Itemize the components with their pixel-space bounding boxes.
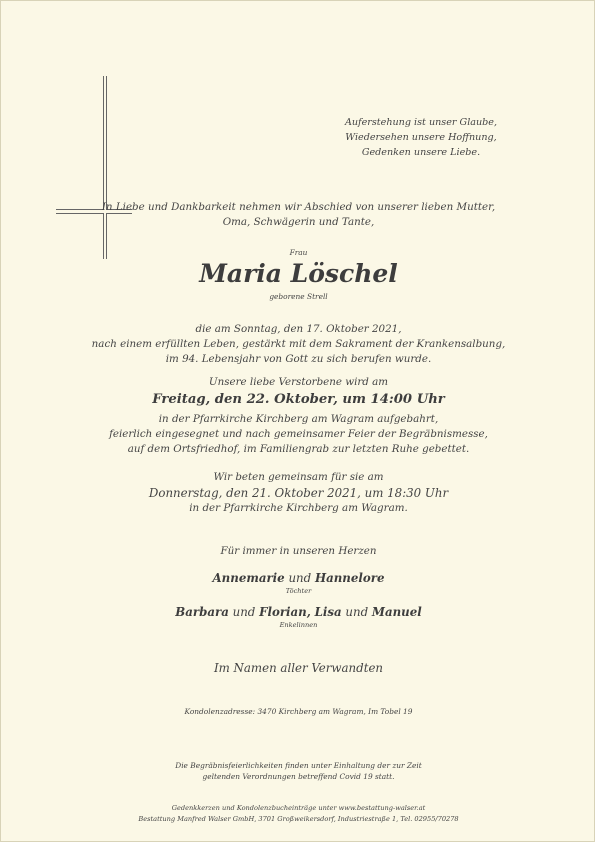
death-notice: die am Sonntag, den 17. Oktober 2021, nach einem erfüllten Leben, gestärkt mit dem Sakrament der Krankensalbung, im 94. Lebensjahr von Gott zu sich berufen wurde.	[91, 323, 506, 365]
funeral-date: Freitag, den 22. Oktober, um 14:00 Uhr	[152, 392, 445, 407]
deceased-name: Maria Löschel	[199, 259, 398, 288]
condolence-address: Kondolenzadresse: 3470 Kirchberg am Wagram, Im Tobel 19	[184, 707, 413, 716]
grandchildren: Barbara und Florian, Lisa und Manuel	[175, 605, 422, 619]
covid-note: Die Begräbnisfeierlichkeiten finden unter Einhaltung der zur Zeit geltenden Verordnungen betreffend Covid 19 statt.	[175, 761, 422, 781]
intro-text: In Liebe und Dankbarkeit nehmen wir Abschied von unserer lieben Mutter, Oma, Schwägerin und Tante,	[101, 201, 496, 228]
birth-name: geborene Strell	[269, 292, 328, 301]
footer: Gedenkkerzen und Kondolenzbucheinträge unter www.bestattung-walser.at Bestattung Manfred Walser GmbH, 3701 Großweikersdorf, Industriestraße 1, Tel. 02955/70278	[138, 804, 459, 823]
daughters: Annemarie und Hannelore	[212, 571, 385, 585]
cross-icon	[56, 76, 132, 259]
funeral-details: in der Pfarrkirche Kirchberg am Wagram aufgebahrt, feierlich eingesegnet und nach gemeinsamer Feier der Begräbnismesse, auf dem Ortsfriedhof, im Familiengrab zur letzten Ruhe gebettet.	[109, 413, 488, 455]
grandchildren-role: Enkelinnen	[279, 621, 318, 629]
funeral-intro: Unsere liebe Verstorbene wird am	[208, 376, 389, 388]
salutation: Frau	[289, 248, 308, 257]
daughters-role: Töchter	[285, 587, 312, 595]
forever-text: Für immer in unseren Herzen	[220, 545, 377, 557]
prayer: Wir beten gemeinsam für sie am Donnerstag, den 21. Oktober 2021, um 18:30 Uhr in der Pfarrkirche Kirchberg am Wagram.	[148, 471, 449, 514]
motto: Auferstehung ist unser Glaube, Wiedersehen unsere Hoffnung, Gedenken unsere Liebe.	[344, 117, 498, 158]
relatives: Im Namen aller Verwandten	[213, 661, 384, 675]
